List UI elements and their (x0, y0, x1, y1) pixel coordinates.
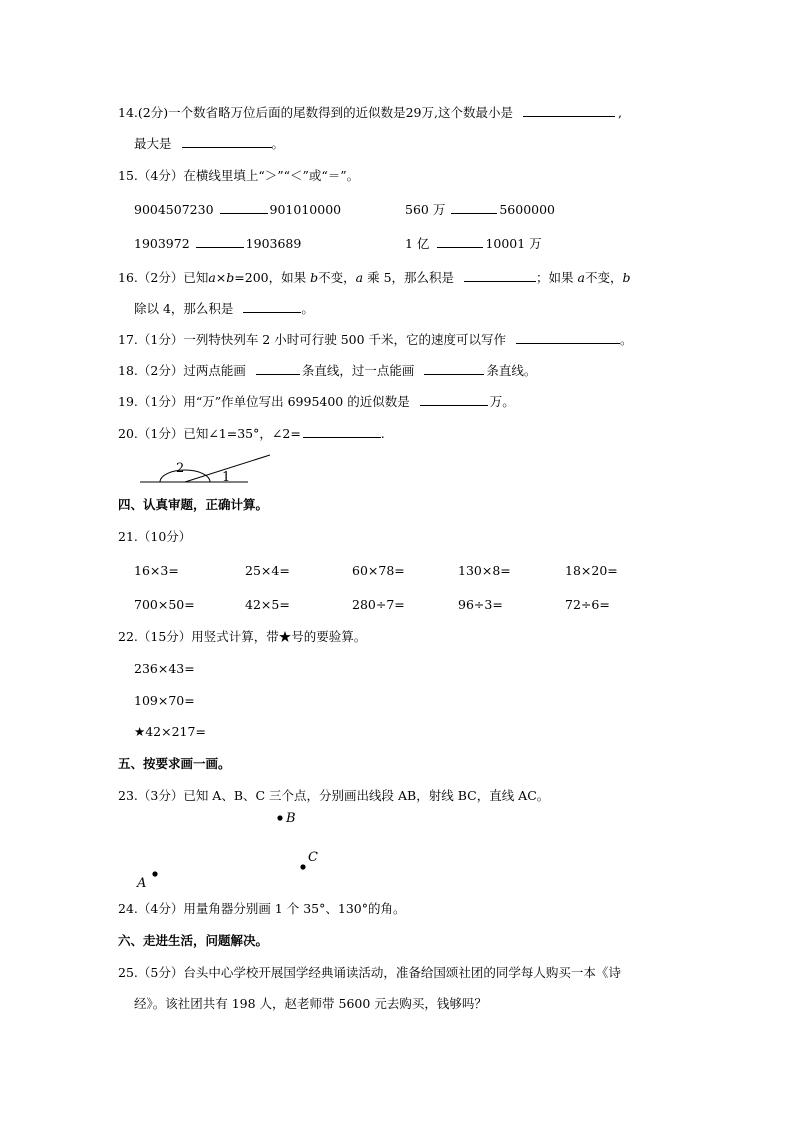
q21-r1-c1: 16×3= (134, 563, 179, 578)
q16-line1 (118, 269, 631, 286)
q19-text-1: 19.（1分）用“万”作单位写出 6995400 的近似数是 (118, 394, 410, 409)
q15-pair-2-left: 560 万 (405, 202, 446, 217)
q15-pair-3-right: 1903689 (245, 236, 302, 251)
q16-var-a: a (208, 270, 216, 285)
q16-text-3: 不变， (318, 270, 356, 285)
q23-title: 23.（3分）已知 A、B、C 三个点，分别画出线段 AB，射线 BC，直线 AC。 (118, 788, 550, 803)
q21-r2-c1: 700×50= (134, 597, 195, 612)
q16-times: × (215, 270, 227, 285)
angle-figure (130, 450, 280, 486)
q18-text-1: 18.（2分）过两点能画 (118, 363, 246, 378)
q21-r1-c4: 130×8= (458, 563, 511, 578)
q21-r1-c3: 60×78= (352, 563, 405, 578)
q21-r2-c3: 280÷7= (352, 597, 405, 612)
q16-answer-blank-2[interactable] (243, 300, 301, 313)
section-6-heading: 六、走进生活，问题解决。 (118, 933, 269, 948)
q16-text-5: ；如果 (536, 270, 574, 285)
q15-pair-3 (134, 235, 301, 252)
q14-comma: , (617, 105, 622, 120)
q18-text-2: 条直线，过一点能画 (301, 363, 415, 378)
point-a-label: A (137, 876, 147, 890)
q24-title: 24.（4分）用量角器分别画 1 个 35°、130°的角。 (118, 901, 406, 916)
q14-answer-blank-min[interactable] (523, 104, 615, 117)
q15-pair-1 (134, 201, 341, 218)
q15-pair-1-right: 901010000 (269, 202, 342, 217)
q18-answer-blank-2[interactable] (424, 362, 484, 375)
q21-r2-c5: 72÷6= (565, 597, 610, 612)
q16-var-b-2: b (310, 270, 319, 285)
q18-answer-blank-1[interactable] (256, 362, 300, 375)
q16-period: 。 (301, 301, 314, 316)
q25-line1: 25.（5分）台头中心学校开展国学经典诵读活动，准备给国颂社团的同学每人购买一本《诗 (118, 965, 621, 980)
angle-label-1: 1 (222, 470, 231, 485)
q15-pair-4-right: 10001 万 (485, 236, 542, 251)
q16-answer-blank-1[interactable] (464, 269, 536, 282)
q17-period: 。 (620, 332, 633, 347)
angle-label-2: 2 (176, 461, 185, 476)
q17-text: 17.（1分）一列特快列车 2 小时可行驶 500 千米，它的速度可以写作 (118, 332, 507, 347)
q14-line2 (134, 135, 284, 152)
q20-answer-blank[interactable] (303, 425, 381, 438)
q18-line (118, 362, 536, 379)
section-4-heading: 四、认真审题，正确计算。 (118, 497, 269, 512)
point-c-dot (300, 864, 305, 869)
q14-line2-text: 最大是 (134, 136, 172, 151)
q19-line (118, 393, 515, 410)
q15-pair-1-left: 9004507230 (134, 202, 214, 217)
q16-text-2: =200，如果 (234, 270, 307, 285)
points-figure (130, 805, 330, 890)
q16-text-4: 乘 5，那么积是 (367, 270, 455, 285)
point-b-label: B (286, 811, 296, 826)
q21-title: 21.（10分） (118, 529, 192, 544)
q16-var-b: b (226, 270, 235, 285)
q15-blank-3[interactable] (196, 235, 244, 248)
q20-line (118, 425, 385, 442)
q15-blank-2[interactable] (451, 201, 497, 214)
q16-line2 (134, 300, 314, 317)
q21-r2-c2: 42×5= (245, 597, 290, 612)
q25-line2: 经》。该社团共有 198 人，赵老师带 5600 元去购买，钱够吗？ (134, 996, 487, 1011)
q21-r1-c2: 25×4= (245, 563, 290, 578)
q15-pair-2-right: 5600000 (499, 202, 556, 217)
point-b-dot (277, 815, 282, 820)
q16-var-a-2: a (355, 270, 364, 285)
q22-item-1: 236×43= (134, 661, 195, 676)
q16-var-b-3: b (622, 270, 631, 285)
q22-item-2: 109×70= (134, 693, 195, 708)
q15-pair-4 (405, 235, 542, 252)
q21-r2-c4: 96÷3= (458, 597, 503, 612)
q22-title: 22.（15分）用竖式计算，带★号的要验算。 (118, 629, 367, 644)
point-c-label: C (308, 850, 318, 865)
q15-pair-4-left: 1 亿 (405, 236, 430, 251)
q14-text: 14.(2分)一个数省略万位后面的尾数得到的近似数是29万,这个数最小是 (118, 105, 513, 120)
q20-text: 20.（1分）已知∠1=35°，∠2= (118, 426, 301, 441)
q16-text-1: 16.（2分）已知 (118, 270, 209, 285)
q19-answer-blank[interactable] (420, 393, 488, 406)
q15-blank-4[interactable] (437, 235, 483, 248)
q17-answer-blank[interactable] (516, 331, 620, 344)
q14-answer-blank-max[interactable] (182, 135, 272, 148)
q14-period: 。 (271, 136, 285, 151)
q15-title: 15.（4分）在横线里填上“＞”“＜”或“＝”。 (118, 168, 360, 183)
q17-line (118, 331, 633, 348)
q15-blank-1[interactable] (220, 201, 268, 214)
q15-pair-2 (405, 201, 555, 218)
q19-text-2: 万。 (489, 394, 515, 409)
q14-line1 (118, 104, 622, 121)
q22-item-3: ★42×217= (134, 724, 206, 739)
q16-line2-text: 除以 4，那么积是 (134, 301, 234, 316)
section-5-heading: 五、按要求画一画。 (118, 756, 231, 771)
q20-period: . (380, 426, 385, 441)
q18-text-3: 条直线。 (486, 363, 537, 378)
q16-text-6: 不变， (584, 270, 623, 285)
q16-var-a-3: a (577, 270, 585, 285)
point-a-dot (152, 871, 157, 876)
q15-pair-3-left: 1903972 (134, 236, 190, 251)
q21-r1-c5: 18×20= (565, 563, 618, 578)
